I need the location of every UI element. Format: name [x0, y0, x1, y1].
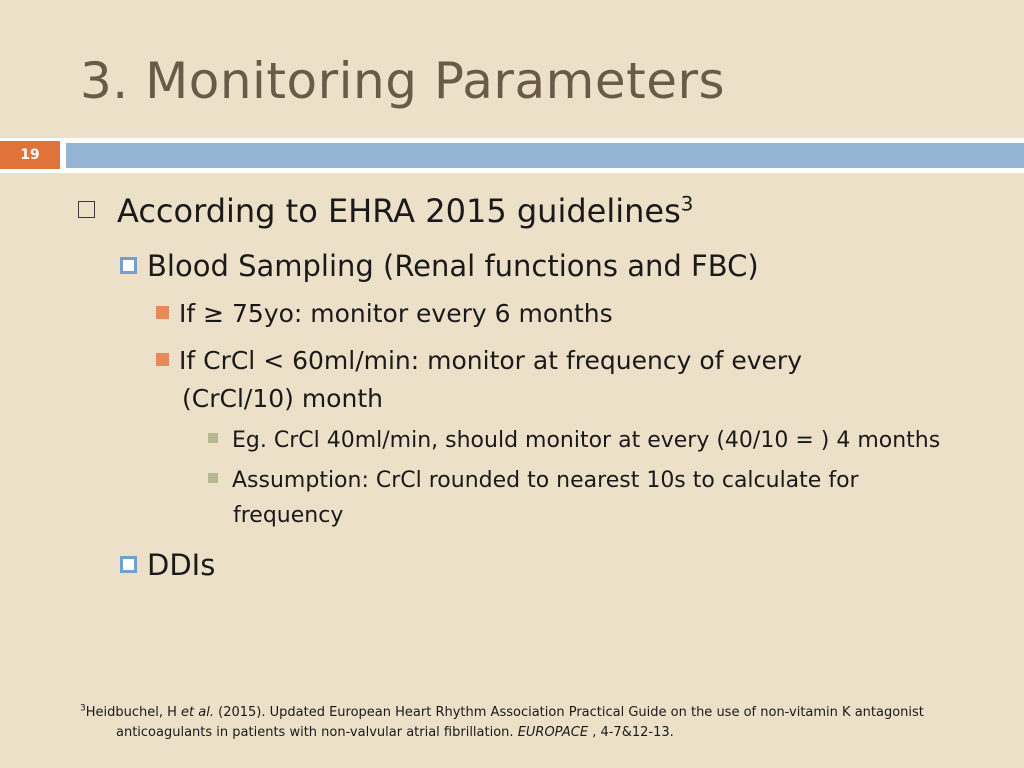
crcl-monitoring-text: If CrCl < 60ml/min: monitor at frequency of every	[179, 346, 802, 375]
olive-square-bullet-icon	[208, 433, 218, 443]
reference-footnote	[80, 703, 980, 743]
footnote-pages: , 4-7&12-13.	[588, 725, 674, 740]
blue-square-bullet-icon	[120, 257, 137, 274]
hollow-square-bullet-icon	[78, 201, 95, 218]
assumption-continuation: frequency	[233, 503, 344, 528]
bullet-ddis	[120, 548, 215, 582]
example-text: Eg. CrCl 40ml/min, should monitor at every (40/10 = ) 4 months	[232, 428, 941, 453]
ddis-text: DDIs	[147, 548, 216, 582]
slide-number-badge: 19	[0, 141, 60, 169]
blue-square-bullet-icon	[120, 556, 137, 573]
bullet-age-monitoring	[156, 299, 613, 328]
bullet-example	[208, 428, 940, 453]
orange-square-bullet-icon	[156, 353, 169, 366]
bullet-blood-sampling	[120, 249, 759, 283]
footnote-journal: EUROPACE	[517, 725, 589, 740]
footnote-text-2: anticoagulants in patients with non-valvular atrial fibrillation.	[116, 725, 518, 740]
footnote-etal: et al.	[181, 705, 214, 720]
blood-sampling-text: Blood Sampling (Renal functions and FBC)	[147, 249, 759, 283]
bullet-main	[78, 192, 693, 230]
footnote-superscript: 3	[80, 703, 86, 714]
assumption-text: Assumption: CrCl rounded to nearest 10s to calculate for	[232, 468, 859, 493]
footnote-author: Heidbuchel, H	[85, 705, 182, 720]
orange-square-bullet-icon	[156, 306, 169, 319]
bullet-crcl-monitoring	[156, 346, 802, 375]
age-monitoring-text: If ≥ 75yo: monitor every 6 months	[179, 299, 613, 328]
bullet-main-text: According to EHRA 2015 guidelines	[117, 192, 681, 230]
bullet-assumption	[208, 468, 859, 493]
slide-title: 3. Monitoring Parameters	[80, 52, 726, 110]
citation-superscript: 3	[680, 192, 694, 216]
footnote-text-1: (2015). Updated European Heart Rhythm Association Practical Guide on the use of non-vitamin K antagonist	[214, 705, 924, 720]
olive-square-bullet-icon	[208, 473, 218, 483]
header-accent-bar	[66, 143, 1024, 168]
crcl-monitoring-continuation: (CrCl/10) month	[182, 384, 383, 413]
